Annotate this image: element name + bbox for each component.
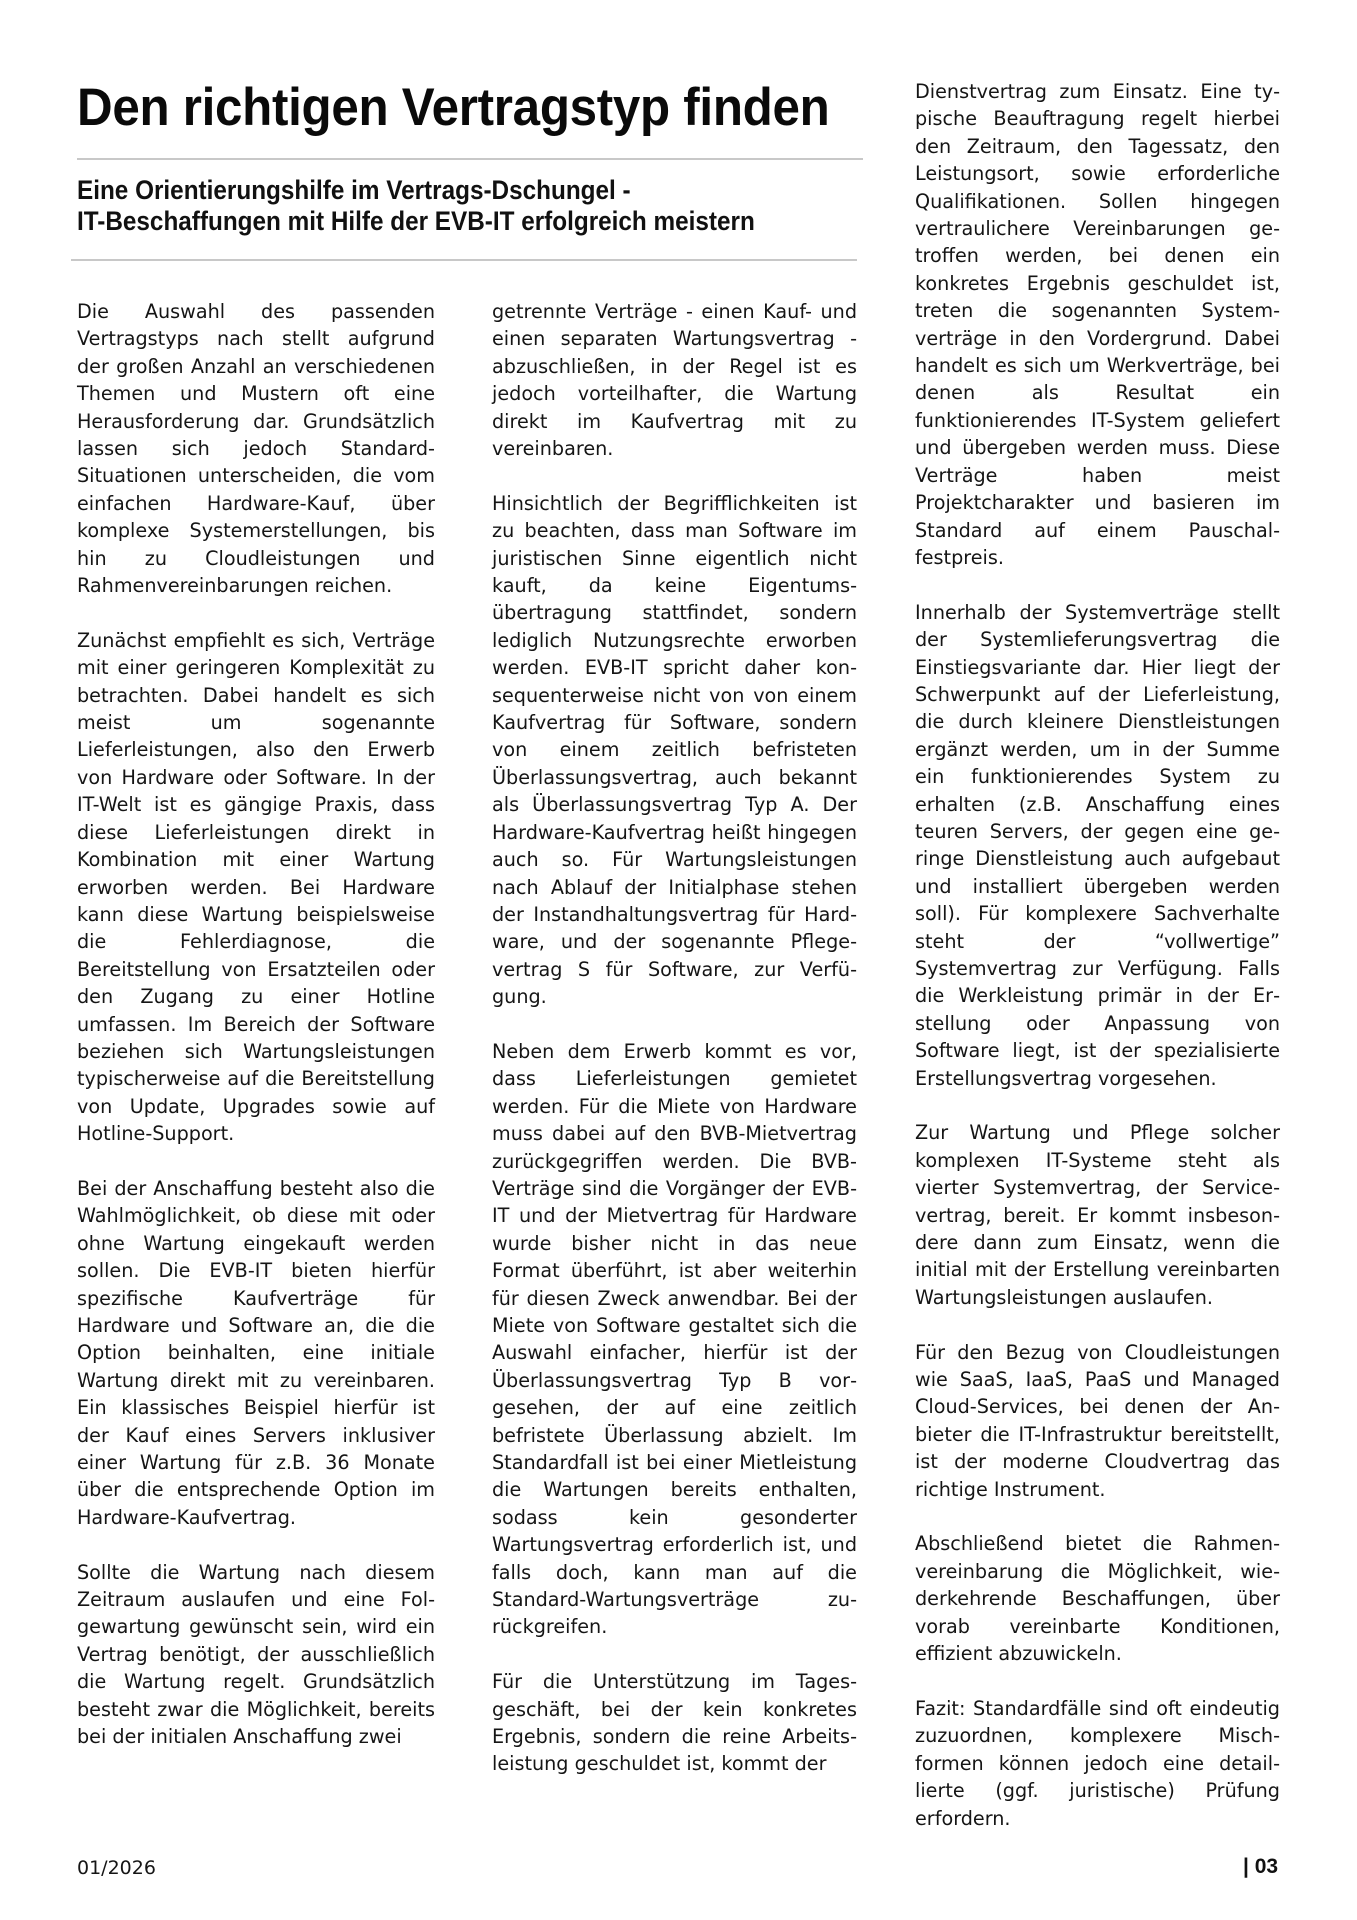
text-column-2 xyxy=(492,298,857,1778)
paragraph: Zur Wartung und Pflege solcher komplexen IT-Systeme steht als vierter Systemvertrag, der Servicevertrag, bereit. Er kommt insbesondere dann zum Einsatz, wenn die initial mit der Erstellung vereinbarten Wartungsleistungen auslaufen. xyxy=(915,1121,1280,1309)
page-number: | 03 xyxy=(1243,1855,1279,1878)
text-column-3 xyxy=(915,78,1280,1832)
subtitle-divider xyxy=(71,259,857,261)
paragraph: Neben dem Erwerb kommt es vor, dass Lieferleistungen gemietet werden. Für die Miete von Hardware muss dabei auf den BVB-Mietvertrag zurückgegriffen werden. Die BVB-Verträge sind die Vorgänger der EVB-IT und der Mietvertrag für Hardware wurde bisher nicht in das neue Format überführt, ist aber weiterhin für diesen Zweck anwendbar. Bei der Miete von Software gestaltet sich die Auswahl einfacher, hierfür ist der Überlassungsvertrag Typ B vorgesehen, der auf eine zeitlich befristete Überlassung abzielt. Im Standardfall ist bei einer Mietleistung die Wartungen bereits enthalten, sodass kein gesonderter Wartungsvertrag erforderlich ist, und falls doch, kann man auf die Standard-Wartungsverträge zurückgreifen. xyxy=(492,1039,857,1639)
issue-date: 01/2026 xyxy=(77,1857,156,1879)
text-column-1 xyxy=(77,298,435,1750)
subtitle-line-1: Eine Orientierungshilfe im Vertrags-Dschungel - xyxy=(77,175,631,205)
paragraph: Dienstvertrag zum Einsatz. Eine typische Beauftragung regelt hierbei den Zeitraum, den Tagessatz, den Leistungsort, sowie erforderliche Qualifikationen. Sollen hingegen vertraulichere Vereinbarungen getroffen werden, bei denen ein konkretes Ergebnis geschuldet ist, treten die sogenannten Systemverträge in den Vordergrund. Dabei handelt es sich um Werkverträge, bei denen als Resultat ein funktionierendes IT-System geliefert und übergeben werden muss. Diese Verträge haben meist Projektcharakter und basieren im Standard auf einem Pauschalfestpreis. xyxy=(915,80,1280,569)
paragraph: Sollte die Wartung nach diesem Zeitraum auslaufen und eine Folgewartung gewünscht sein, wird ein Vertrag benötigt, der ausschließlich die Wartung regelt. Grundsätzlich besteht zwar die Möglichkeit, bereits bei der initialen Anschaffung zwei xyxy=(77,1560,435,1749)
paragraph: Fazit: Standardfälle sind oft eindeutig zuzuordnen, komplexere Mischformen können jedoch eine detaillierte (ggf. juristische) Prüfung erfordern. xyxy=(915,1696,1280,1830)
article-title: Den richtigen Vertragstyp finden xyxy=(77,78,830,137)
title-divider xyxy=(77,158,863,160)
paragraph: Die Auswahl des passenden Vertragstyps nach stellt aufgrund der großen Anzahl an verschiedenen Themen und Mustern oft eine Herausforderung dar. Grundsätzlich lassen sich jedoch Standard-Situationen unterscheiden, die vom einfachen Hardware-Kauf, über komplexe Systemerstellungen, bis hin zu Cloudleistungen und Rahmenvereinbarungen reichen. xyxy=(77,300,435,598)
paragraph: Innerhalb der Systemverträge stellt der Systemlieferungsvertrag die Einstiegsvariante dar. Hier liegt der Schwerpunkt auf der Lieferleistung, die durch kleinere Dienstleistungen ergänzt werden, um in der Summe ein funktionierendes System zu erhalten (z.B. Anschaffung eines teuren Servers, der gegen eine geringe Dienstleistung auch aufgebaut und installiert übergeben werden soll). Für komplexere Sachverhalte steht der “vollwertige” Systemvertrag zur Verfügung. Falls die Werkleistung primär in der Erstellung oder Anpassung von Software liegt, ist der spezialisierte Erstellungsvertrag vorgesehen. xyxy=(915,600,1280,1090)
subtitle-line-2: IT-Beschaffungen mit Hilfe der EVB-IT erfolgreich meistern xyxy=(77,206,755,236)
paragraph: Für die Unterstützung im Tagesgeschäft, bei der kein konkretes Ergebnis, sondern die reine Arbeitsleistung geschuldet ist, kommt der xyxy=(492,1670,857,1776)
paragraph: Für den Bezug von Cloudleistungen wie SaaS, IaaS, PaaS und Managed Cloud-Services, bei denen der Anbieter die IT-Infrastruktur bereitstellt, ist der moderne Cloudvertrag das richtige Instrument. xyxy=(915,1340,1280,1501)
paragraph: Bei der Anschaffung besteht also die Wahlmöglichkeit, ob diese mit oder ohne Wartung eingekauft werden sollen. Die EVB-IT bieten hierfür spezifische Kaufverträge für Hardware und Software an, die die Option beinhalten, eine initiale Wartung direkt mit zu vereinbaren. Ein klassisches Beispiel hierfür ist der Kauf eines Servers inklusiver einer Wartung für z.B. 36 Monate über die entsprechende Option im Hardware-Kaufvertrag. xyxy=(77,1176,435,1529)
paragraph: Zunächst empfiehlt es sich, Verträge mit einer geringeren Komplexität zu betrachten. Dabei handelt es sich meist um sogenannte Lieferleistungen, also den Erwerb von Hardware oder Software. In der IT-Welt ist es gängige Praxis, dass diese Lieferleistungen direkt in Kombination mit einer Wartung erworben werden. Bei Hardware kann diese Wartung beispielsweise die Fehlerdiagnose, die Bereitstellung von Ersatzteilen oder den Zugang zu einer Hotline umfassen. Im Bereich der Software beziehen sich Wartungsleistungen typischerweise auf die Bereitstellung von Update, Upgrades sowie auf Hotline-Support. xyxy=(77,628,435,1146)
paragraph: getrennte Verträge - einen Kauf- und einen separaten Wartungsvertrag - abzuschließen, in der Regel ist es jedoch vorteilhafter, die Wartung direkt im Kaufvertrag mit zu vereinbaren. xyxy=(492,300,857,461)
paragraph: Abschließend bietet die Rahmenvereinbarung die Möglichkeit, wiederkehrende Beschaffungen, über vorab vereinbarte Konditionen, effizient abzuwickeln. xyxy=(915,1532,1280,1666)
paragraph: Hinsichtlich der Begrifflichkeiten ist zu beachten, dass man Software im juristischen Sinne eigentlich nicht kauft, da keine Eigentumsübertragung stattfindet, sondern lediglich Nutzungsrechte erworben werden. EVB-IT spricht daher konsequenterweise nicht von von einem Kaufvertrag für Software, sondern von einem zeitlich befristeten Überlassungsvertrag, auch bekannt als Überlassungsvertrag Typ A. Der Hardware-Kaufvertrag heißt hingegen auch so. Für Wartungsleistungen nach Ablauf der Initialphase stehen der Instandhaltungsvertrag für Hardware, und der sogenannte Pflegevertrag S für Software, zur Verfügung. xyxy=(492,491,857,1009)
article-subtitle xyxy=(77,175,755,237)
